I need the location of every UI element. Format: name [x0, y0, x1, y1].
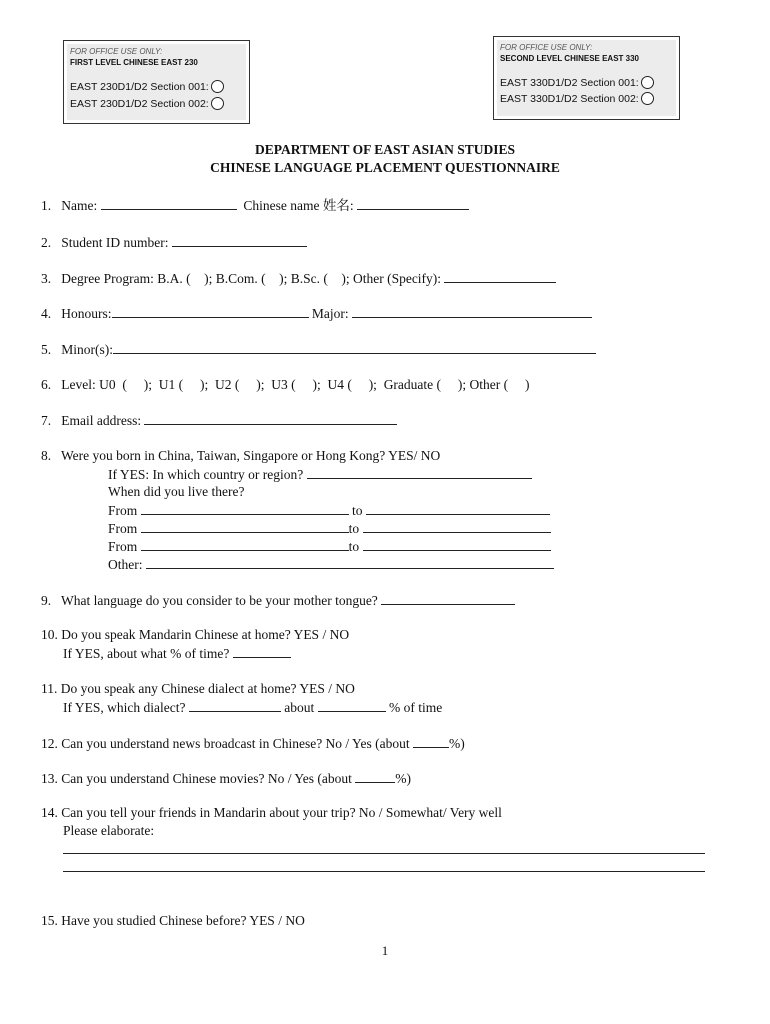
section-002-row [70, 97, 224, 110]
section-label: EAST 230D1/D2 Section 001: [70, 80, 209, 93]
about-label: about [284, 700, 315, 715]
from-label: From [108, 539, 138, 554]
question-5 [41, 341, 596, 358]
to-label: to [348, 539, 360, 554]
question-15 [41, 913, 305, 929]
question-4 [41, 305, 592, 322]
question-13 [41, 770, 411, 787]
elaborate-line-1[interactable] [63, 853, 705, 854]
to-field[interactable] [363, 538, 551, 551]
degree-program-label: Degree Program: B.A. ( ); B.Com. ( ); B.Sc. ( ); Other (Specify): [61, 271, 442, 286]
question-7 [41, 412, 397, 429]
honours-field[interactable] [112, 305, 309, 318]
minor-label: Minor(s): [61, 342, 113, 357]
office-use-box-east-330 [493, 36, 680, 120]
chinese-name-label: Chinese name 姓名: [243, 198, 354, 213]
question-9 [41, 592, 515, 609]
country-label: If YES: In which country or region? [108, 467, 304, 482]
email-label: Email address: [61, 413, 142, 428]
student-id-field[interactable] [172, 234, 307, 247]
percent-close: %) [395, 771, 411, 786]
question-number: 13. [41, 771, 58, 786]
trip-label: Can you tell your friends in Mandarin about your trip? No / Somewhat/ Very well [61, 805, 502, 820]
to-field[interactable] [363, 520, 551, 533]
when-label: When did you live there? [108, 484, 245, 499]
dialect-field[interactable] [189, 699, 281, 712]
question-number: 10. [41, 627, 58, 642]
section-001-radio[interactable] [211, 80, 224, 93]
major-field[interactable] [352, 305, 592, 318]
elaborate-label: Please elaborate: [63, 823, 155, 838]
other-field[interactable] [146, 556, 554, 569]
question-1 [41, 197, 469, 214]
mother-tongue-field[interactable] [381, 592, 515, 605]
dialect-label: Do you speak any Chinese dialect at home? YES / NO [60, 681, 355, 696]
honours-label: Honours: [61, 306, 112, 321]
other-row [108, 556, 554, 573]
question-number: 7. [41, 413, 52, 428]
student-id-label: Student ID number: [61, 235, 169, 250]
movies-percent-field[interactable] [355, 770, 395, 783]
mandarin-percent-label: If YES, about what % of time? [63, 646, 230, 661]
name-label: Name: [61, 198, 98, 213]
question-10 [41, 627, 349, 643]
section-label: EAST 330D1/D2 Section 001: [500, 76, 639, 89]
born-question: Were you born in China, Taiwan, Singapore or Hong Kong? YES/ NO [61, 448, 441, 463]
percent-time-label: % of time [388, 700, 443, 715]
q8-country-row [108, 466, 532, 483]
office-box-header [70, 47, 198, 67]
studied-chinese-label: Have you studied Chinese before? YES / NO [61, 913, 305, 928]
chinese-name-field[interactable] [357, 197, 469, 210]
mandarin-home-label: Do you speak Mandarin Chinese at home? YES / NO [61, 627, 350, 642]
office-use-label: FOR OFFICE USE ONLY: [500, 43, 593, 52]
question-12 [41, 735, 465, 752]
from-to-row [108, 502, 550, 519]
from-to-row [108, 520, 551, 537]
question-number: 15. [41, 913, 58, 928]
page-number: 1 [381, 943, 389, 958]
to-field[interactable] [366, 502, 550, 515]
news-percent-field[interactable] [413, 735, 449, 748]
movies-label: Can you understand Chinese movies? No / Yes (about [61, 771, 352, 786]
level-label: SECOND LEVEL CHINESE EAST 330 [500, 54, 639, 63]
department-title: DEPARTMENT OF EAST ASIAN STUDIES [254, 142, 516, 157]
section-002-row [500, 92, 654, 105]
section-label: EAST 330D1/D2 Section 002: [500, 92, 639, 105]
other-label: Other: [108, 557, 143, 572]
from-field[interactable] [141, 520, 349, 533]
elaborate-line-2[interactable] [63, 871, 705, 872]
section-001-row [500, 76, 654, 89]
office-use-label: FOR OFFICE USE ONLY: [70, 47, 163, 56]
which-dialect-label: If YES, which dialect? [63, 700, 186, 715]
question-3 [41, 270, 556, 287]
mother-tongue-label: What language do you consider to be your mother tongue? [61, 593, 378, 608]
from-label: From [108, 521, 138, 536]
question-number: 14. [41, 805, 58, 820]
news-label: Can you understand news broadcast in Chinese? No / Yes (about [61, 736, 410, 751]
country-field[interactable] [307, 466, 532, 479]
question-number: 8. [41, 448, 52, 463]
from-label: From [108, 503, 138, 518]
questionnaire-title: CHINESE LANGUAGE PLACEMENT QUESTIONNAIRE [210, 160, 560, 175]
email-field[interactable] [144, 412, 397, 425]
question-2 [41, 234, 307, 251]
question-8 [41, 448, 440, 464]
section-002-radio[interactable] [641, 92, 654, 105]
section-label: EAST 230D1/D2 Section 002: [70, 97, 209, 110]
name-field[interactable] [101, 197, 237, 210]
degree-other-field[interactable] [444, 270, 556, 283]
to-label: to [352, 503, 363, 518]
question-number: 1. [41, 198, 52, 213]
from-field[interactable] [141, 538, 349, 551]
question-number: 9. [41, 593, 52, 608]
mandarin-percent-field[interactable] [233, 645, 291, 658]
question-number: 11. [41, 681, 58, 696]
section-001-row [70, 80, 224, 93]
question-number: 4. [41, 306, 52, 321]
office-box-header [500, 43, 639, 63]
question-11 [41, 681, 355, 697]
question-number: 5. [41, 342, 52, 357]
question-number: 2. [41, 235, 52, 250]
level-options: Level: U0 ( ); U1 ( ); U2 ( ); U3 ( ); U4 ( ); Graduate ( ); Other ( ) [61, 377, 530, 392]
major-label: Major: [311, 306, 349, 321]
office-use-box-east-230 [63, 40, 250, 124]
level-label: FIRST LEVEL CHINESE EAST 230 [70, 58, 198, 67]
percent-close: %) [448, 736, 465, 751]
question-number: 12. [41, 736, 58, 751]
q11-sub [63, 699, 442, 716]
section-002-radio[interactable] [211, 97, 224, 110]
dialect-percent-field[interactable] [318, 699, 386, 712]
minor-field[interactable] [113, 341, 596, 354]
question-6 [41, 377, 530, 393]
from-to-row [108, 538, 551, 555]
question-number: 6. [41, 377, 52, 392]
section-001-radio[interactable] [641, 76, 654, 89]
from-field[interactable] [141, 502, 349, 515]
to-label: to [348, 521, 360, 536]
q10-sub [63, 645, 291, 662]
question-number: 3. [41, 271, 52, 286]
question-14 [41, 805, 502, 821]
